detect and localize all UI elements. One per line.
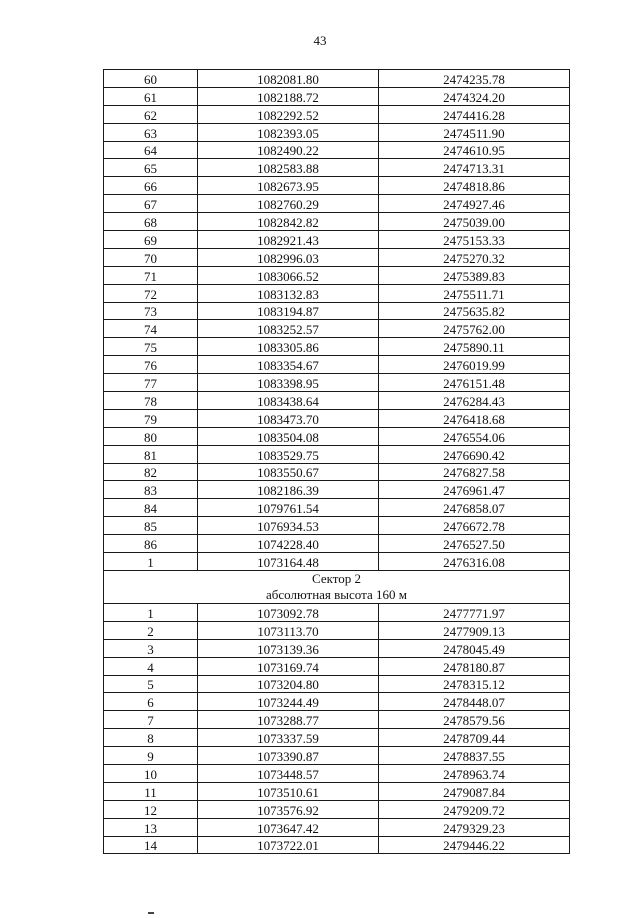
y-coordinate-cell: 2478709.44 (379, 729, 570, 747)
y-coordinate-cell: 2479329.23 (379, 818, 570, 836)
point-number-cell: 13 (104, 818, 198, 836)
table-row (104, 481, 570, 499)
table-row (104, 621, 570, 639)
coordinates-table (103, 69, 570, 854)
table-row (104, 302, 570, 320)
table-row (104, 374, 570, 392)
x-coordinate-cell: 1082188.72 (198, 87, 379, 105)
x-coordinate-cell: 1082490.22 (198, 141, 379, 159)
y-coordinate-cell: 2478963.74 (379, 764, 570, 782)
x-coordinate-cell: 1073337.59 (198, 729, 379, 747)
point-number-cell: 3 (104, 639, 198, 657)
y-coordinate-cell: 2474511.90 (379, 123, 570, 141)
y-coordinate-cell: 2474610.95 (379, 141, 570, 159)
x-coordinate-cell: 1073244.49 (198, 693, 379, 711)
point-number-cell: 85 (104, 517, 198, 535)
y-coordinate-cell: 2479209.72 (379, 800, 570, 818)
point-number-cell: 70 (104, 248, 198, 266)
table-row (104, 159, 570, 177)
table-row (104, 213, 570, 231)
x-coordinate-cell: 1079761.54 (198, 499, 379, 517)
table-row (104, 818, 570, 836)
table-row (104, 693, 570, 711)
table-row (104, 639, 570, 657)
table-row (104, 392, 570, 410)
x-coordinate-cell: 1082842.82 (198, 213, 379, 231)
x-coordinate-cell: 1076934.53 (198, 517, 379, 535)
y-coordinate-cell: 2475039.00 (379, 213, 570, 231)
x-coordinate-cell: 1074228.40 (198, 535, 379, 553)
point-number-cell: 60 (104, 70, 198, 88)
x-coordinate-cell: 1082292.52 (198, 105, 379, 123)
y-coordinate-cell: 2476527.50 (379, 535, 570, 553)
y-coordinate-cell: 2478045.49 (379, 639, 570, 657)
point-number-cell: 69 (104, 231, 198, 249)
y-coordinate-cell: 2476418.68 (379, 409, 570, 427)
table-row (104, 553, 570, 571)
point-number-cell: 83 (104, 481, 198, 499)
x-coordinate-cell: 1073204.80 (198, 675, 379, 693)
table-row (104, 320, 570, 338)
x-coordinate-cell: 1082996.03 (198, 248, 379, 266)
point-number-cell: 2 (104, 621, 198, 639)
point-number-cell: 76 (104, 356, 198, 374)
y-coordinate-cell: 2476827.58 (379, 463, 570, 481)
table-row (104, 70, 570, 88)
table-row (104, 499, 570, 517)
y-coordinate-cell: 2475389.83 (379, 266, 570, 284)
sector-1-rows (104, 70, 570, 571)
point-number-cell: 81 (104, 445, 198, 463)
point-number-cell: 78 (104, 392, 198, 410)
x-coordinate-cell: 1083305.86 (198, 338, 379, 356)
table-row (104, 657, 570, 675)
x-coordinate-cell: 1073510.61 (198, 782, 379, 800)
point-number-cell: 66 (104, 177, 198, 195)
table-row (104, 463, 570, 481)
sector-heading-row (104, 570, 570, 603)
point-number-cell: 12 (104, 800, 198, 818)
point-number-cell: 1 (104, 603, 198, 621)
y-coordinate-cell: 2475270.32 (379, 248, 570, 266)
table-row (104, 782, 570, 800)
y-coordinate-cell: 2475635.82 (379, 302, 570, 320)
y-coordinate-cell: 2474818.86 (379, 177, 570, 195)
x-coordinate-cell: 1083066.52 (198, 266, 379, 284)
point-number-cell: 7 (104, 711, 198, 729)
point-number-cell: 14 (104, 836, 198, 854)
table-row (104, 603, 570, 621)
point-number-cell: 82 (104, 463, 198, 481)
table-row (104, 800, 570, 818)
x-coordinate-cell: 1073092.78 (198, 603, 379, 621)
point-number-cell: 6 (104, 693, 198, 711)
y-coordinate-cell: 2474713.31 (379, 159, 570, 177)
x-coordinate-cell: 1082186.39 (198, 481, 379, 499)
x-coordinate-cell: 1083252.57 (198, 320, 379, 338)
y-coordinate-cell: 2474324.20 (379, 87, 570, 105)
x-coordinate-cell: 1073448.57 (198, 764, 379, 782)
table-row (104, 195, 570, 213)
point-number-cell: 64 (104, 141, 198, 159)
y-coordinate-cell: 2475511.71 (379, 284, 570, 302)
y-coordinate-cell: 2477909.13 (379, 621, 570, 639)
table-row (104, 141, 570, 159)
x-coordinate-cell: 1083354.67 (198, 356, 379, 374)
x-coordinate-cell: 1082393.05 (198, 123, 379, 141)
x-coordinate-cell: 1073164.48 (198, 553, 379, 571)
table-row (104, 747, 570, 765)
y-coordinate-cell: 2476672.78 (379, 517, 570, 535)
point-number-cell: 84 (104, 499, 198, 517)
y-coordinate-cell: 2478837.55 (379, 747, 570, 765)
y-coordinate-cell: 2476554.06 (379, 427, 570, 445)
scan-edge-mark (148, 912, 154, 914)
y-coordinate-cell: 2475153.33 (379, 231, 570, 249)
y-coordinate-cell: 2476019.99 (379, 356, 570, 374)
point-number-cell: 72 (104, 284, 198, 302)
y-coordinate-cell: 2474416.28 (379, 105, 570, 123)
x-coordinate-cell: 1082921.43 (198, 231, 379, 249)
point-number-cell: 11 (104, 782, 198, 800)
point-number-cell: 75 (104, 338, 198, 356)
y-coordinate-cell: 2478579.56 (379, 711, 570, 729)
page-number: 43 (313, 33, 327, 48)
point-number-cell: 5 (104, 675, 198, 693)
x-coordinate-cell: 1073647.42 (198, 818, 379, 836)
x-coordinate-cell: 1073139.36 (198, 639, 379, 657)
y-coordinate-cell: 2479446.22 (379, 836, 570, 854)
x-coordinate-cell: 1073576.92 (198, 800, 379, 818)
sector-2-rows (104, 603, 570, 853)
table-row (104, 266, 570, 284)
point-number-cell: 71 (104, 266, 198, 284)
table-row (104, 764, 570, 782)
x-coordinate-cell: 1083550.67 (198, 463, 379, 481)
table-row (104, 284, 570, 302)
x-coordinate-cell: 1083504.08 (198, 427, 379, 445)
y-coordinate-cell: 2477771.97 (379, 603, 570, 621)
table-row (104, 338, 570, 356)
point-number-cell: 80 (104, 427, 198, 445)
x-coordinate-cell: 1082760.29 (198, 195, 379, 213)
point-number-cell: 68 (104, 213, 198, 231)
table-row (104, 445, 570, 463)
point-number-cell: 8 (104, 729, 198, 747)
table-row (104, 87, 570, 105)
point-number-cell: 1 (104, 553, 198, 571)
table-row (104, 105, 570, 123)
y-coordinate-cell: 2476284.43 (379, 392, 570, 410)
point-number-cell: 4 (104, 657, 198, 675)
point-number-cell: 79 (104, 409, 198, 427)
table-row (104, 356, 570, 374)
y-coordinate-cell: 2476858.07 (379, 499, 570, 517)
x-coordinate-cell: 1083529.75 (198, 445, 379, 463)
table-row (104, 427, 570, 445)
y-coordinate-cell: 2474235.78 (379, 70, 570, 88)
point-number-cell: 61 (104, 87, 198, 105)
y-coordinate-cell: 2475890.11 (379, 338, 570, 356)
table-row (104, 729, 570, 747)
x-coordinate-cell: 1083398.95 (198, 374, 379, 392)
point-number-cell: 77 (104, 374, 198, 392)
x-coordinate-cell: 1083194.87 (198, 302, 379, 320)
point-number-cell: 73 (104, 302, 198, 320)
x-coordinate-cell: 1082081.80 (198, 70, 379, 88)
table-row (104, 177, 570, 195)
y-coordinate-cell: 2475762.00 (379, 320, 570, 338)
x-coordinate-cell: 1073288.77 (198, 711, 379, 729)
table-row (104, 836, 570, 854)
y-coordinate-cell: 2476316.08 (379, 553, 570, 571)
y-coordinate-cell: 2478448.07 (379, 693, 570, 711)
table-row (104, 231, 570, 249)
x-coordinate-cell: 1073390.87 (198, 747, 379, 765)
y-coordinate-cell: 2478180.87 (379, 657, 570, 675)
table-row (104, 535, 570, 553)
point-number-cell: 9 (104, 747, 198, 765)
sector-altitude: абсолютная высота 160 м (266, 586, 407, 602)
point-number-cell: 63 (104, 123, 198, 141)
table-row (104, 409, 570, 427)
sector-title: Сектор 2 (311, 570, 361, 586)
x-coordinate-cell: 1073722.01 (198, 836, 379, 854)
y-coordinate-cell: 2476690.42 (379, 445, 570, 463)
y-coordinate-cell: 2474927.46 (379, 195, 570, 213)
x-coordinate-cell: 1073169.74 (198, 657, 379, 675)
table-row (104, 517, 570, 535)
table-row (104, 248, 570, 266)
x-coordinate-cell: 1083132.83 (198, 284, 379, 302)
x-coordinate-cell: 1073113.70 (198, 621, 379, 639)
table-row (104, 711, 570, 729)
point-number-cell: 65 (104, 159, 198, 177)
y-coordinate-cell: 2478315.12 (379, 675, 570, 693)
y-coordinate-cell: 2479087.84 (379, 782, 570, 800)
point-number-cell: 10 (104, 764, 198, 782)
table-row (104, 675, 570, 693)
y-coordinate-cell: 2476151.48 (379, 374, 570, 392)
sector-heading-cell (104, 570, 570, 603)
point-number-cell: 62 (104, 105, 198, 123)
sector-2-header (104, 570, 570, 603)
x-coordinate-cell: 1083438.64 (198, 392, 379, 410)
x-coordinate-cell: 1082673.95 (198, 177, 379, 195)
point-number-cell: 67 (104, 195, 198, 213)
x-coordinate-cell: 1082583.88 (198, 159, 379, 177)
y-coordinate-cell: 2476961.47 (379, 481, 570, 499)
point-number-cell: 74 (104, 320, 198, 338)
x-coordinate-cell: 1083473.70 (198, 409, 379, 427)
point-number-cell: 86 (104, 535, 198, 553)
table-row (104, 123, 570, 141)
